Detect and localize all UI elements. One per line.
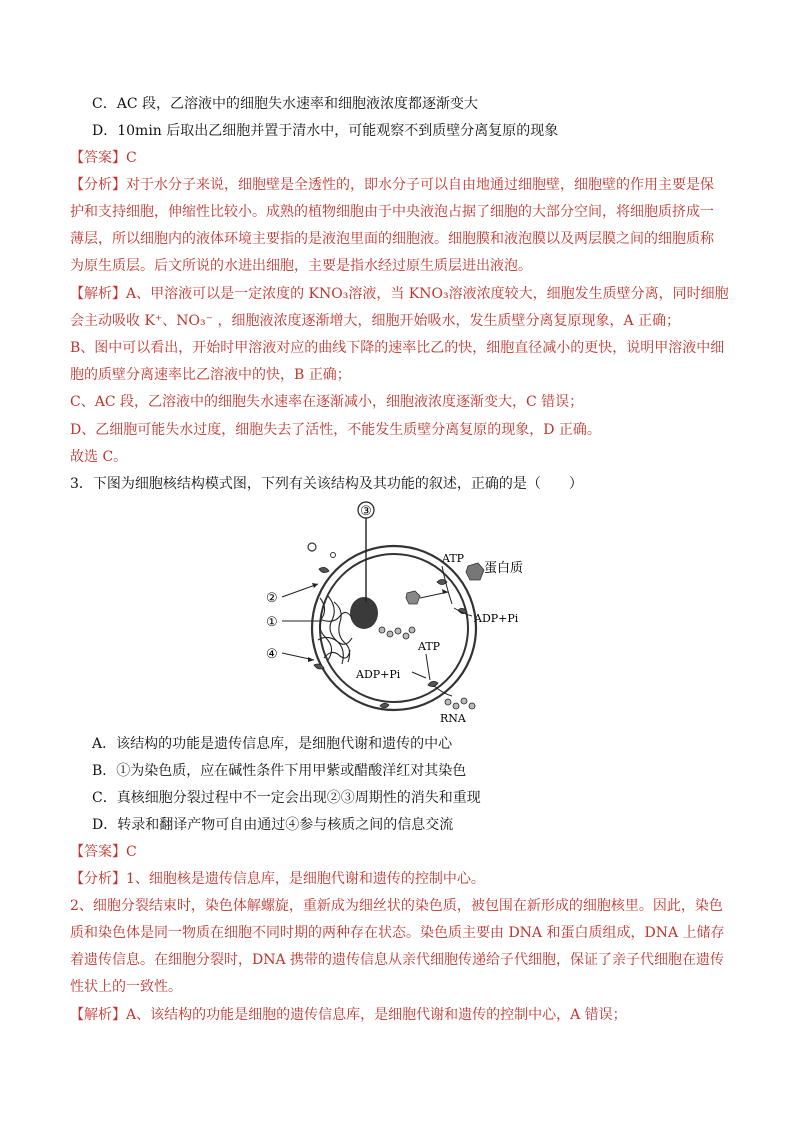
label-atp-top: ATP: [442, 552, 465, 565]
label-1: ①: [266, 615, 278, 630]
label-rna: RNA: [440, 712, 466, 724]
label-adp-bottom: ADP+Pi: [356, 668, 401, 681]
outer-membrane: [312, 546, 476, 710]
q3-option-a: A．该结构的功能是遗传信息库，是细胞代谢和遗传的中心: [92, 736, 453, 752]
answer-value: C: [126, 150, 137, 166]
q2-option-d: D．10min 后取出乙细胞并置于清水中，可能观察不到质壁分离复原的现象: [92, 123, 559, 139]
label-2: ②: [266, 591, 278, 606]
nucleus-diagram: [262, 500, 542, 724]
q2-answer: [70, 148, 137, 168]
q3-option-c: C．真核细胞分裂过程中不一定会出现②③周期性的消失和重现: [92, 790, 481, 806]
q2-analysis-line-3: 薄层，所以细胞内的液体环境主要指的是液泡里面的细胞液。细胞膜和液泡膜以及两层膜之间的细胞质称: [70, 231, 714, 247]
analysis-tag: 【分析】: [70, 871, 126, 887]
q2-analysis-line-1: 【分析】对于水分子来说，细胞壁是全透性的，即水分子可以自由地通过细胞壁，细胞壁的作用主要是保: [70, 177, 714, 193]
q3-stem: 3．下图为细胞核结构模式图，下列有关该结构及其功能的叙述，正确的是（ ）: [70, 476, 583, 492]
label-adp-top: ADP+Pi: [474, 612, 519, 625]
q3-analysis-line-3: 质和染色体是同一物质在细胞不同时期的两种存在状态。染色质主要由 DNA 和蛋白质组成，DNA 上储存: [70, 925, 725, 941]
analysis-tag: 【分析】: [70, 177, 126, 193]
q2-analysis-line-2: 护和支持细胞，伸缩性比较小。成熟的植物细胞由于中央液泡占据了细胞的大部分空间，将细胞质挤成一: [70, 204, 714, 220]
nucleolus: [350, 597, 378, 629]
answer-tag: 【答案】: [70, 150, 126, 166]
label-3: ③: [360, 504, 372, 519]
explain-tag: 【解析】: [70, 1007, 126, 1023]
q3-explain-line-1: 【解析】A、该结构的功能是细胞的遗传信息库，是细胞代谢和遗传的控制中心，A 错误；: [70, 1007, 627, 1023]
q2-explain-line-1: 【解析】A、甲溶液可以是一定浓度的 KNO₃溶液，当 KNO₃溶液浓度较大，细胞发生质壁分离，同时细胞: [70, 286, 729, 302]
q2-explain-line-3: B、图中可以看出，开始时甲溶液对应的曲线下降的速率比乙的快，细胞直径减小的更快，说明甲溶液中细: [70, 340, 725, 356]
rna-inside: [379, 627, 415, 639]
answer-tag: 【答案】: [70, 844, 126, 860]
explain-tag: 【解析】: [70, 286, 126, 302]
q2-explain-line-5: C、AC 段，乙溶液中的细胞失水速率在逐渐减小，细胞液浓度逐渐变大，C 错误；: [70, 394, 584, 410]
q3-answer: [70, 842, 137, 862]
q2-explain-line-6: D、乙细胞可能失水过度，细胞失去了活性，不能发生质壁分离复原的现象，D 正确。: [70, 422, 601, 438]
q3-option-d: D．转录和翻译产物可自由通过④参与核质之间的信息交流: [92, 817, 454, 833]
q3-option-b: B．①为染色质，应在碱性条件下用甲紫或醋酸洋红对其染色: [92, 763, 467, 779]
label-protein: 蛋白质: [484, 561, 524, 576]
q2-explain-line-7: 故选 C。: [70, 449, 128, 465]
rna-outside: [445, 698, 475, 709]
label-atp-bottom: ATP: [418, 640, 441, 653]
q3-analysis-line-5: 性状上的一致性。: [70, 979, 182, 995]
q2-explain-line-4: 胞的质壁分离速率比乙溶液中的快，B 正确；: [70, 367, 351, 383]
q3-analysis-line-2: 2、细胞分裂结束时，染色体解螺旋，重新成为细丝状的染色质，被包围在新形成的细胞核里。因此，染色: [70, 898, 723, 914]
q2-option-c: C．AC 段，乙溶液中的细胞失水速率和细胞液浓度都逐渐变大: [92, 96, 478, 112]
q2-explain-line-2: 会主动吸收 K⁺、NO₃⁻ ，细胞液浓度逐渐增大，细胞开始吸水，发生质壁分离复原现象，A 正确；: [70, 313, 681, 329]
protein-shape: [466, 563, 484, 580]
q3-analysis-line-4: 着遗传信息。在细胞分裂时，DNA 携带的遗传信息从亲代细胞传递给子代细胞，保证了亲子代细胞在遗传: [70, 952, 725, 968]
answer-value: C: [126, 844, 137, 860]
q2-analysis-line-4: 为原生质层。后文所说的水进出细胞，主要是指水经过原生质层进出液泡。: [70, 258, 532, 274]
q3-analysis-line-1: 【分析】1、细胞核是遗传信息库，是细胞代谢和遗传的控制中心。: [70, 871, 485, 887]
label-4: ④: [266, 647, 278, 662]
